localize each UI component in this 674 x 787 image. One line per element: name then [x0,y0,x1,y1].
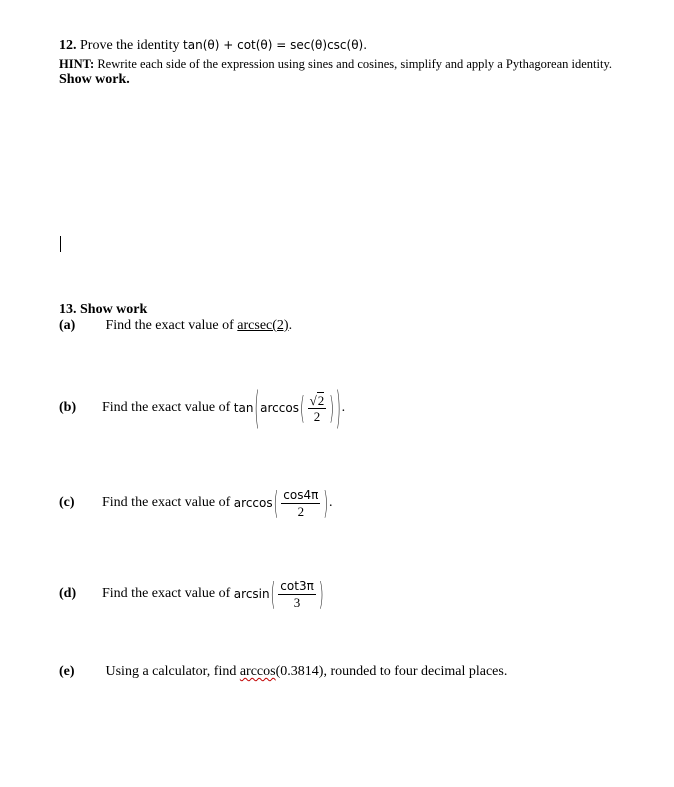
q13a-label: (a) [59,318,76,333]
q12-number: 12. [59,38,77,53]
q13b-denominator: 2 [313,408,321,424]
q12-hint-label: HINT: [59,57,95,71]
q13b-fraction [308,393,327,424]
q12-prompt: Prove the identity [80,38,180,53]
q12-identity: tan(θ) + cot(θ) = sec(θ)csc(θ). [183,38,368,52]
q13d-prefix: Find the exact value of [102,586,231,601]
q13b-right-paren-outer: ) [335,382,341,434]
q13d-row [59,574,325,614]
q13b-left-paren-inner: ( [299,389,305,427]
q13b-numerator: √2 [309,392,325,408]
q12-show-work: Show work. [59,72,130,87]
q13a-expr: arcsec(2) [237,318,289,333]
q13c-left-paren: ( [273,484,279,522]
q13e-label: (e) [59,664,75,679]
q13e-suffix: , rounded to four decimal places. [323,664,508,679]
q13d-func: arcsin [233,587,270,601]
q13d-fraction [278,579,316,610]
q13e-prefix: Using a calculator, find [105,664,237,679]
q13c-suffix: . [329,495,333,510]
q13d-right-paren: ) [318,575,324,613]
q12-line [59,38,367,54]
q13d-denominator: 3 [293,594,301,610]
q13d-left-paren: ( [270,575,276,613]
q13-header: 13. Show work [59,302,148,317]
q13d-numerator: cot3π [280,578,314,593]
q13b-suffix: . [341,400,346,415]
q13c-row [59,483,333,523]
q13b-sqrt-value: 2 [317,392,325,408]
q13c-right-paren: ) [323,484,329,522]
q13e-row [59,664,507,680]
q13c-denominator: 2 [297,503,305,519]
q13b-right-paren-inner: ) [329,389,334,427]
q13b-row [59,384,345,432]
q13c-func: arccos [233,496,273,510]
q13c-fraction [281,488,320,519]
q13b-label: (b) [59,400,77,415]
q13b-prefix: Find the exact value of [102,400,231,415]
q13c-prefix: Find the exact value of [102,495,231,510]
q12-hint-text: Rewrite each side of the expression using sines and cosines, simplify and apply a Pythagorean identity. [97,57,613,71]
q13e-expr: arccos [239,664,276,679]
q13a-prefix: Find the exact value of [105,318,234,333]
q13c-label: (c) [59,495,75,510]
q13d-label: (d) [59,586,77,601]
q13c-numerator: cos4π [283,487,319,502]
q13b-left-paren-outer: ( [254,382,260,434]
q13a-suffix: . [288,318,293,333]
text-cursor [60,236,61,252]
q13b-func-outer: tan [233,401,254,415]
q13b-func-inner: arccos [260,401,299,415]
q12-hint [59,57,612,72]
q13a-row [59,318,292,334]
q13e-arg: (0.3814) [275,664,324,679]
